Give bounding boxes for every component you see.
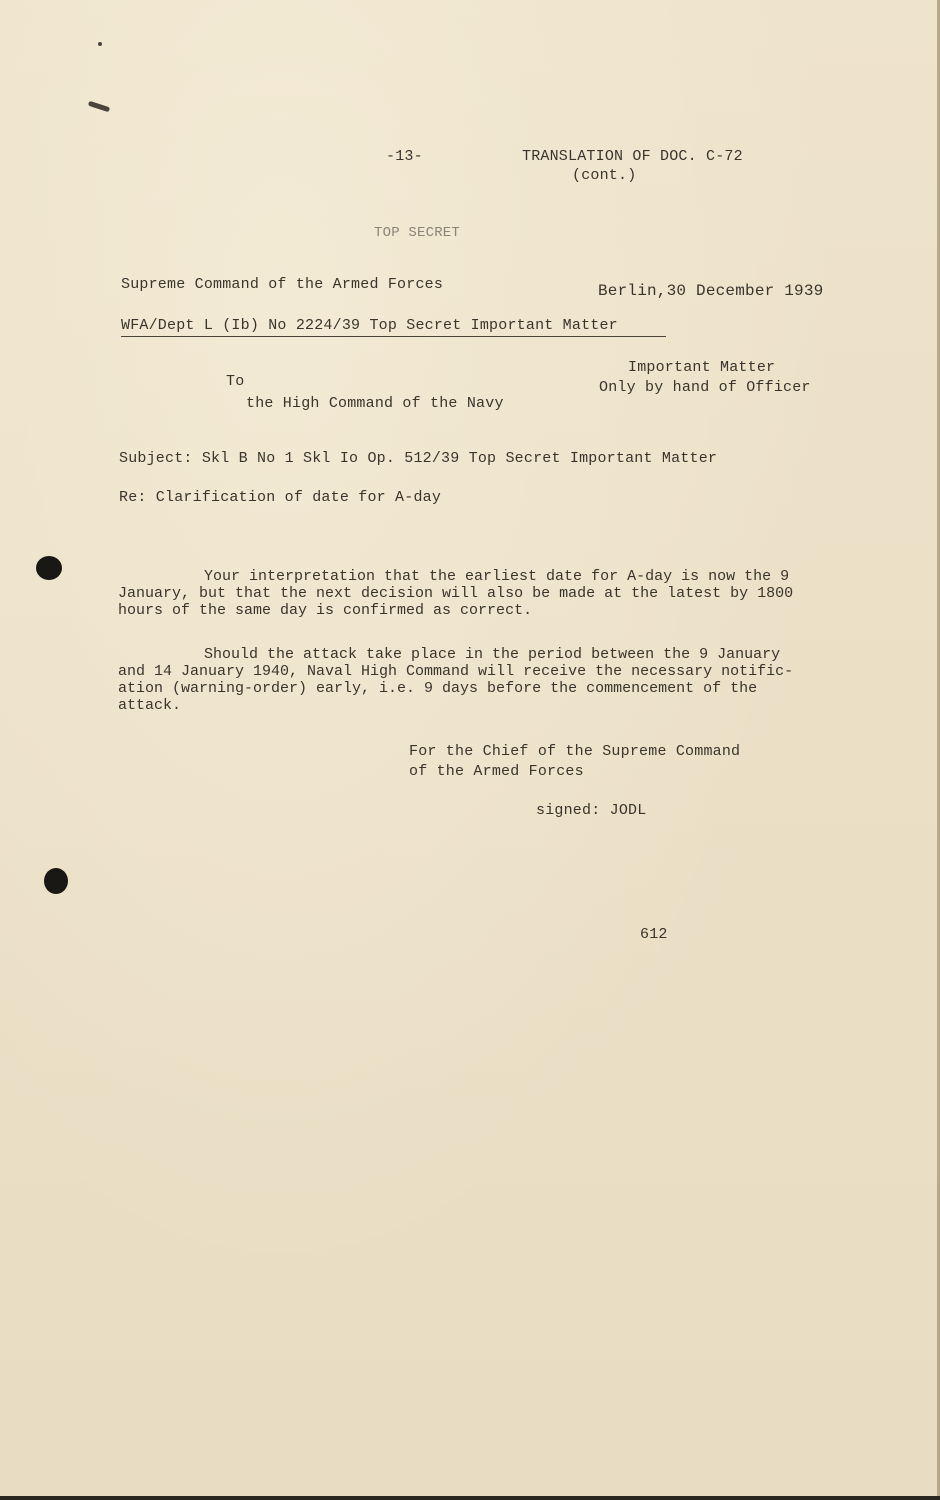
paragraph-line: ation (warning-order) early, i.e. 9 days before the commencement of the xyxy=(118,680,758,697)
paragraph-2 xyxy=(118,646,858,714)
recipient-name: the High Command of the Navy xyxy=(246,395,504,412)
place-date: Berlin,30 December 1939 xyxy=(598,282,824,300)
sender: Supreme Command of the Armed Forces xyxy=(121,276,444,293)
reference-line: WFA/Dept L (Ib) No 2224/39 Top Secret Important Matter xyxy=(121,317,666,337)
punch-hole-top xyxy=(36,556,62,580)
re-line: Re: Clarification of date for A-day xyxy=(119,489,442,506)
signature-line1: For the Chief of the Supreme Command xyxy=(409,743,741,760)
classification-marking: TOP SECRET xyxy=(374,225,461,241)
signed-jodl: signed: JODL xyxy=(536,802,647,819)
handling-line1: Important Matter xyxy=(628,359,776,376)
page-edge-bottom xyxy=(0,1496,940,1500)
ink-speck xyxy=(88,101,110,113)
punch-hole-bottom xyxy=(44,868,68,894)
paragraph-1 xyxy=(118,568,858,619)
page-number: -13- xyxy=(386,148,423,165)
paragraph-line: January, but that the next decision will also be made at the latest by 1800 xyxy=(118,585,794,602)
footer-page-number: 612 xyxy=(640,926,668,943)
signature-line2: of the Armed Forces xyxy=(409,763,584,780)
translation-heading: TRANSLATION OF DOC. C-72 xyxy=(522,148,743,165)
recipient-to: To xyxy=(226,373,245,390)
translation-cont: (cont.) xyxy=(572,167,637,184)
ink-speck xyxy=(98,42,102,46)
subject-line: Subject: Skl B No 1 Skl Io Op. 512/39 Top Secret Important Matter xyxy=(119,450,718,467)
paragraph-line: Should the attack take place in the period between the 9 January xyxy=(204,646,781,663)
paragraph-line: and 14 January 1940, Naval High Command will receive the necessary notific- xyxy=(118,663,794,680)
paragraph-line: hours of the same day is confirmed as correct. xyxy=(118,602,533,619)
paragraph-line: attack. xyxy=(118,697,182,714)
handling-line2: Only by hand of Officer xyxy=(599,379,811,396)
paragraph-line: Your interpretation that the earliest date for A-day is now the 9 xyxy=(204,568,790,585)
